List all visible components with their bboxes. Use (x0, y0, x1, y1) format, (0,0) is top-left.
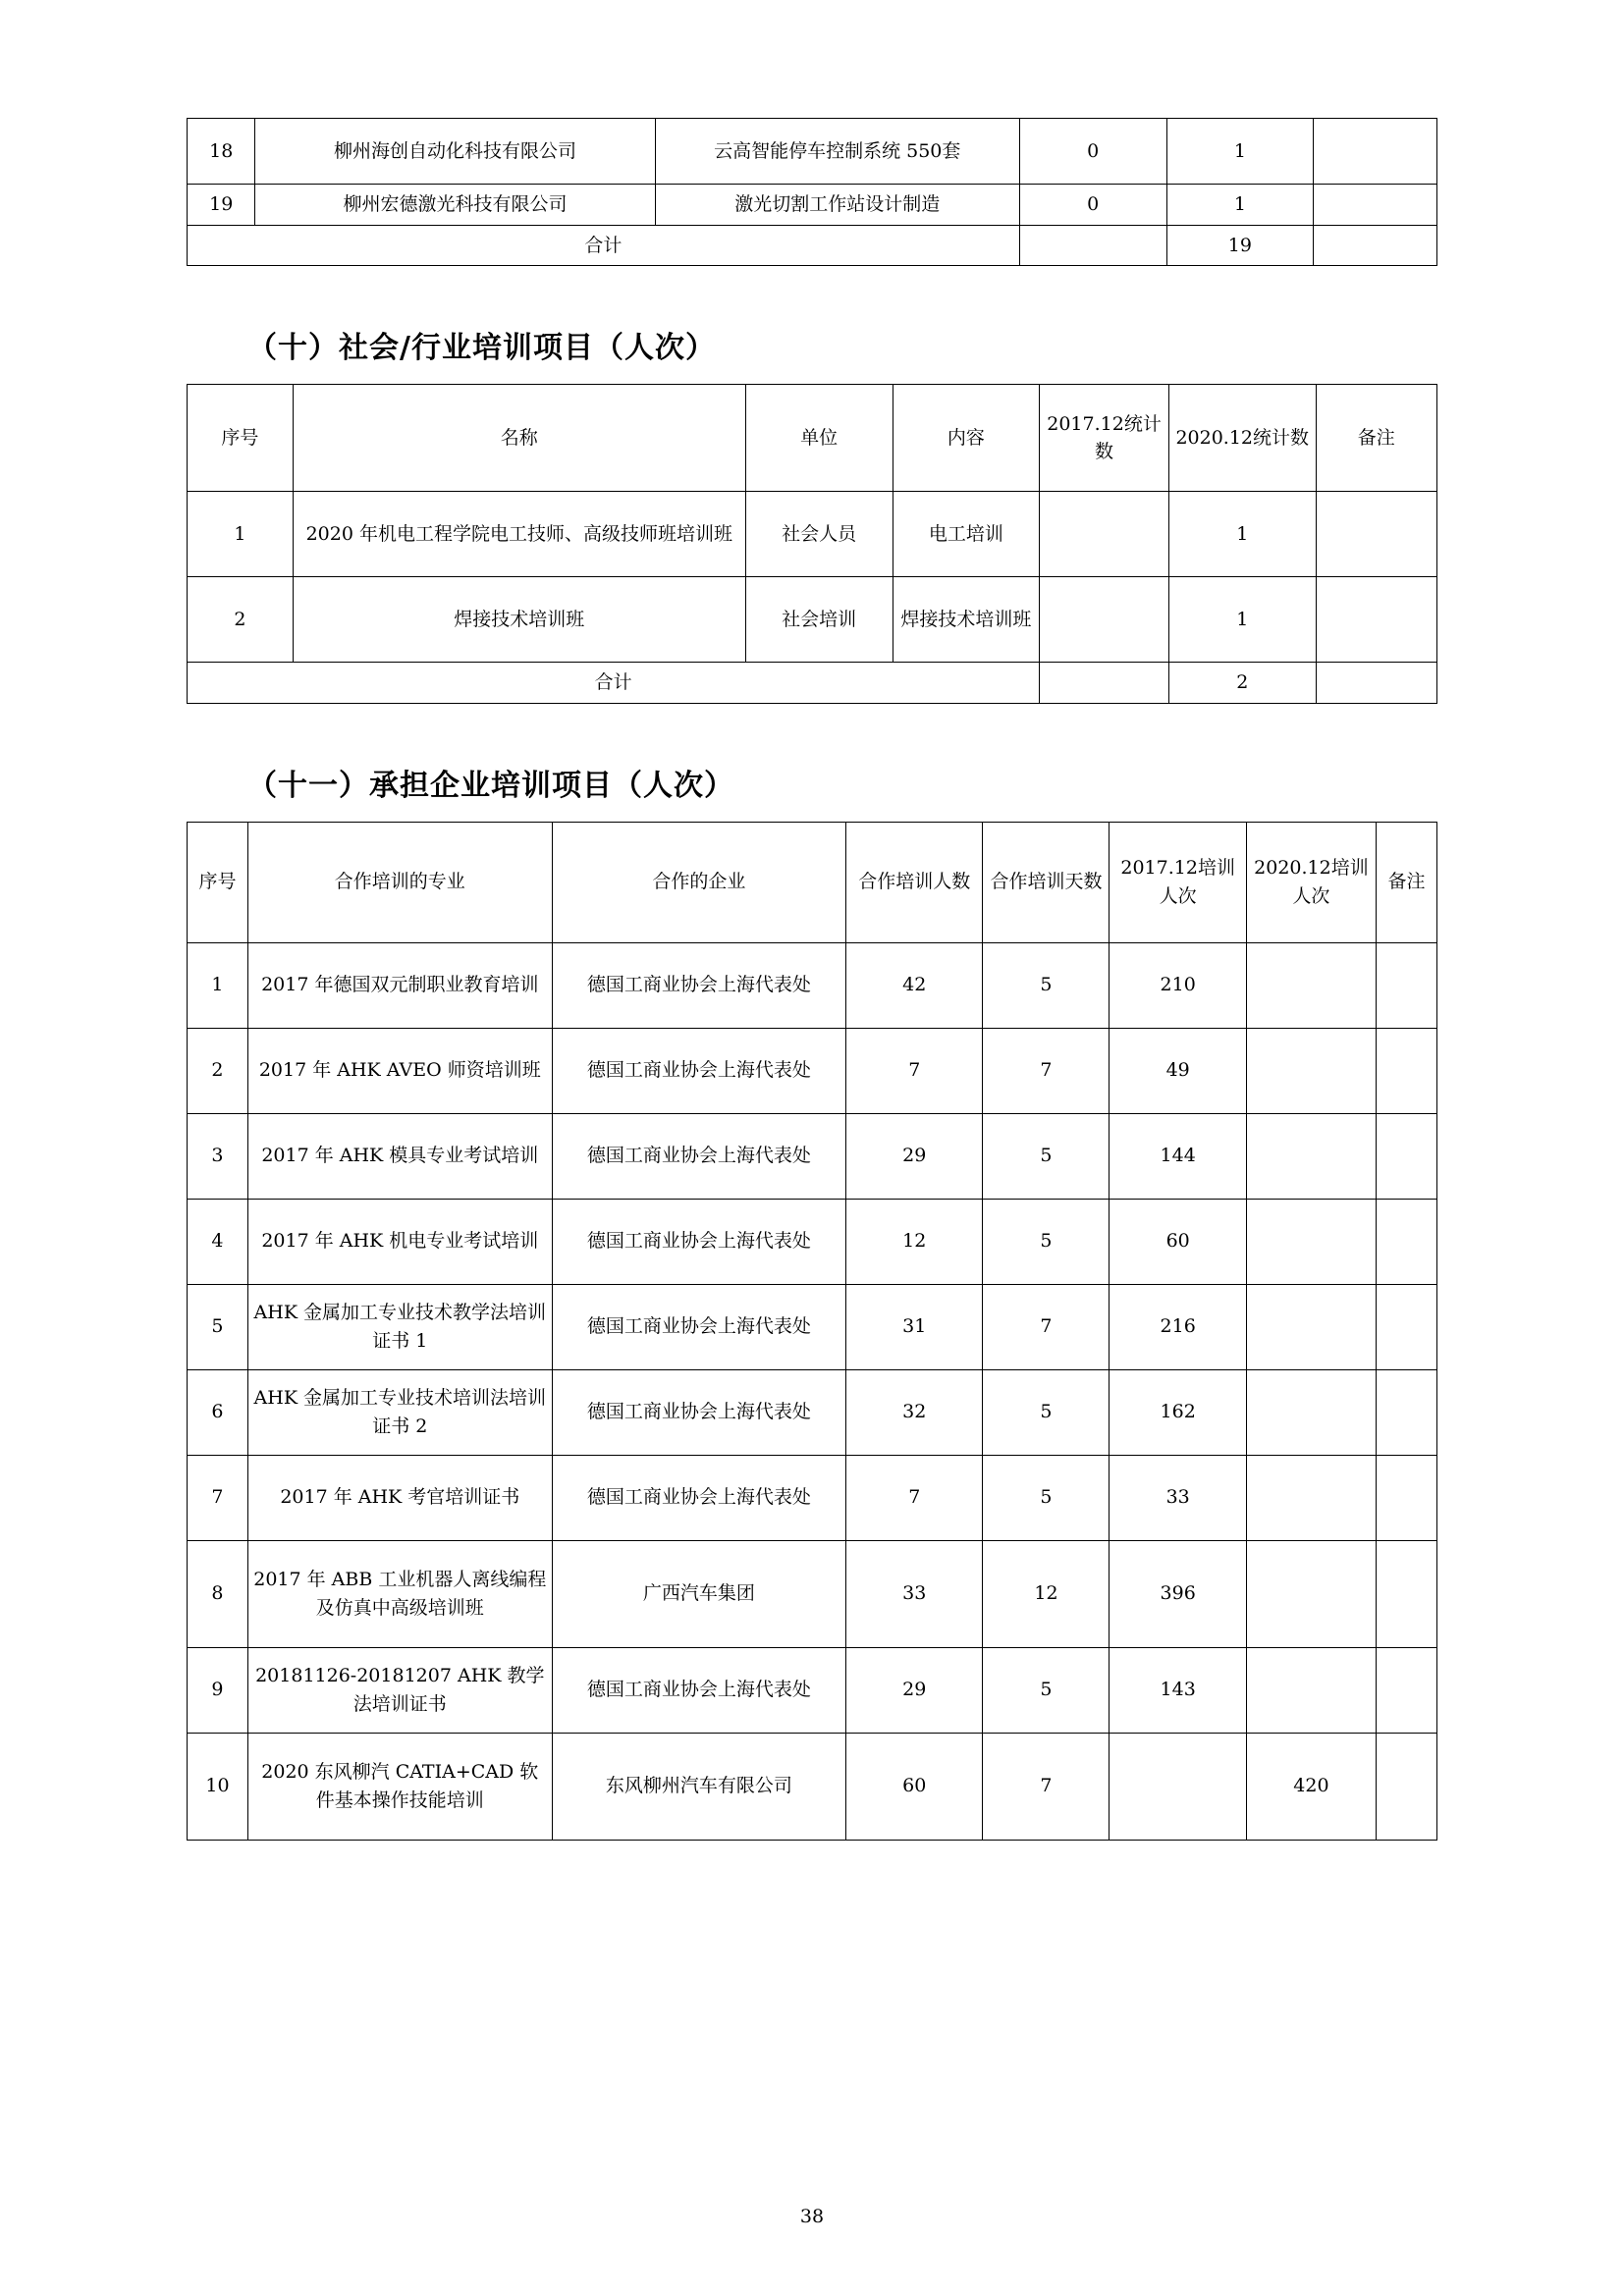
cell-remark (1314, 185, 1437, 226)
cell-content: 焊接技术培训班 (893, 577, 1040, 663)
table-total-row (188, 663, 1437, 704)
cell-seq: 1 (188, 492, 294, 577)
cell-company: 德国工商业协会上海代表处 (552, 942, 845, 1028)
cell-2017: 49 (1110, 1028, 1246, 1113)
cell-company: 东风柳州汽车有限公司 (552, 1733, 845, 1840)
cell-name: 柳州海创自动化科技有限公司 (255, 119, 655, 185)
cell-seq: 2 (188, 577, 294, 663)
header-people: 合作培训人数 (846, 822, 983, 942)
page-number: 38 (799, 2206, 825, 2227)
header-2020: 2020.12培训人次 (1246, 822, 1376, 942)
cell-2020 (1246, 1199, 1376, 1284)
header-unit: 单位 (745, 385, 893, 492)
cell-seq: 4 (188, 1199, 248, 1284)
cell-content: 云高智能停车控制系统 550套 (655, 119, 1019, 185)
cell-total-2020: 2 (1168, 663, 1316, 704)
cell-days: 12 (983, 1540, 1110, 1647)
cell-remark (1377, 1540, 1437, 1647)
cell-company: 德国工商业协会上海代表处 (552, 1455, 845, 1540)
cell-people: 7 (846, 1455, 983, 1540)
section-title-enterprise-training: （十一）承担企业培训项目（人次） (247, 768, 734, 803)
cell-total-label: 合计 (188, 225, 1020, 266)
cell-remark (1377, 1113, 1437, 1199)
cell-days: 7 (983, 1284, 1110, 1369)
table-header-row (188, 822, 1437, 942)
cell-major: 2017 年德国双元制职业教育培训 (247, 942, 552, 1028)
table-row (188, 577, 1437, 663)
cell-remark (1377, 1455, 1437, 1540)
cell-2020 (1246, 942, 1376, 1028)
cell-major: 2017 年 AHK 考官培训证书 (247, 1455, 552, 1540)
table-row (188, 1540, 1437, 1647)
header-remark: 备注 (1377, 822, 1437, 942)
cell-remark (1377, 1199, 1437, 1284)
table-total-row (188, 225, 1437, 266)
cell-days: 5 (983, 1113, 1110, 1199)
cell-days: 5 (983, 1199, 1110, 1284)
cell-seq: 3 (188, 1113, 248, 1199)
header-name: 名称 (293, 385, 745, 492)
header-company: 合作的企业 (552, 822, 845, 942)
cell-seq: 6 (188, 1369, 248, 1455)
cell-people: 29 (846, 1113, 983, 1199)
cell-company: 德国工商业协会上海代表处 (552, 1284, 845, 1369)
cell-company: 德国工商业协会上海代表处 (552, 1369, 845, 1455)
cell-total-2017 (1019, 225, 1166, 266)
cell-people: 32 (846, 1369, 983, 1455)
cell-total-remark (1316, 663, 1436, 704)
section-title-social-training: （十）社会/行业培训项目（人次） (247, 331, 716, 365)
cell-company: 广西汽车集团 (552, 1540, 845, 1647)
header-stat-2017: 2017.12统计数 (1040, 385, 1169, 492)
cell-2017: 0 (1019, 119, 1166, 185)
cell-people: 60 (846, 1733, 983, 1840)
table-row (188, 1199, 1437, 1284)
cell-major: AHK 金属加工专业技术教学法培训证书 1 (247, 1284, 552, 1369)
cell-seq: 5 (188, 1284, 248, 1369)
cell-stat-2017 (1040, 577, 1169, 663)
cell-remark (1316, 577, 1436, 663)
cell-company: 德国工商业协会上海代表处 (552, 1028, 845, 1113)
cell-remark (1314, 119, 1437, 185)
table-row (188, 942, 1437, 1028)
cell-seq: 7 (188, 1455, 248, 1540)
cell-2017: 210 (1110, 942, 1246, 1028)
cell-total-label: 合计 (188, 663, 1040, 704)
header-seq: 序号 (188, 385, 294, 492)
cell-seq: 10 (188, 1733, 248, 1840)
cell-remark (1316, 492, 1436, 577)
cell-seq: 9 (188, 1647, 248, 1733)
cell-2020 (1246, 1113, 1376, 1199)
cell-remark (1377, 1369, 1437, 1455)
cell-days: 7 (983, 1733, 1110, 1840)
cell-company: 德国工商业协会上海代表处 (552, 1113, 845, 1199)
cell-total-remark (1314, 225, 1437, 266)
table-header-row (188, 385, 1437, 492)
cell-2017: 0 (1019, 185, 1166, 226)
cell-2020 (1246, 1455, 1376, 1540)
cell-people: 29 (846, 1647, 983, 1733)
cell-people: 12 (846, 1199, 983, 1284)
cell-days: 5 (983, 1455, 1110, 1540)
cell-major: 20181126-20181207 AHK 教学法培训证书 (247, 1647, 552, 1733)
cell-2020 (1246, 1540, 1376, 1647)
cell-remark (1377, 1647, 1437, 1733)
cell-seq: 19 (188, 185, 255, 226)
cell-company: 德国工商业协会上海代表处 (552, 1647, 845, 1733)
header-2017: 2017.12培训人次 (1110, 822, 1246, 942)
header-major: 合作培训的专业 (247, 822, 552, 942)
header-stat-2020: 2020.12统计数 (1168, 385, 1316, 492)
cell-content: 电工培训 (893, 492, 1040, 577)
cell-days: 7 (983, 1028, 1110, 1113)
cell-2020 (1246, 1647, 1376, 1733)
cell-name: 焊接技术培训班 (293, 577, 745, 663)
cell-remark (1377, 1028, 1437, 1113)
table-row (188, 1733, 1437, 1840)
table-enterprise-projects-continued (187, 118, 1437, 266)
header-seq: 序号 (188, 822, 248, 942)
cell-name: 柳州宏德激光科技有限公司 (255, 185, 655, 226)
cell-people: 7 (846, 1028, 983, 1113)
table-row (188, 492, 1437, 577)
cell-2020: 420 (1246, 1733, 1376, 1840)
cell-company: 德国工商业协会上海代表处 (552, 1199, 845, 1284)
cell-major: AHK 金属加工专业技术培训法培训证书 2 (247, 1369, 552, 1455)
cell-remark (1377, 942, 1437, 1028)
cell-remark (1377, 1733, 1437, 1840)
header-content: 内容 (893, 385, 1040, 492)
cell-major: 2020 东风柳汽 CATIA+CAD 软件基本操作技能培训 (247, 1733, 552, 1840)
table-row (188, 1028, 1437, 1113)
cell-2017: 396 (1110, 1540, 1246, 1647)
cell-seq: 1 (188, 942, 248, 1028)
cell-unit: 社会人员 (745, 492, 893, 577)
cell-stat-2020: 1 (1168, 577, 1316, 663)
cell-stat-2017 (1040, 492, 1169, 577)
cell-people: 33 (846, 1540, 983, 1647)
cell-major: 2017 年 AHK 机电专业考试培训 (247, 1199, 552, 1284)
cell-major: 2017 年 AHK 模具专业考试培训 (247, 1113, 552, 1199)
cell-content: 激光切割工作站设计制造 (655, 185, 1019, 226)
cell-major: 2017 年 ABB 工业机器人离线编程及仿真中高级培训班 (247, 1540, 552, 1647)
cell-2017: 144 (1110, 1113, 1246, 1199)
table-row (188, 185, 1437, 226)
table-social-training (187, 384, 1437, 704)
cell-seq: 8 (188, 1540, 248, 1647)
table-row (188, 1284, 1437, 1369)
table-row (188, 1113, 1437, 1199)
cell-2017 (1110, 1733, 1246, 1840)
cell-2017: 33 (1110, 1455, 1246, 1540)
cell-total-2017 (1040, 663, 1169, 704)
cell-2017: 143 (1110, 1647, 1246, 1733)
cell-remark (1377, 1284, 1437, 1369)
cell-days: 5 (983, 942, 1110, 1028)
table-row (188, 1455, 1437, 1540)
cell-2020: 1 (1166, 119, 1314, 185)
cell-days: 5 (983, 1647, 1110, 1733)
cell-2017: 162 (1110, 1369, 1246, 1455)
cell-2020 (1246, 1369, 1376, 1455)
cell-name: 2020 年机电工程学院电工技师、高级技师班培训班 (293, 492, 745, 577)
cell-2017: 216 (1110, 1284, 1246, 1369)
cell-major: 2017 年 AHK AVEO 师资培训班 (247, 1028, 552, 1113)
cell-2020 (1246, 1028, 1376, 1113)
cell-people: 42 (846, 942, 983, 1028)
cell-seq: 2 (188, 1028, 248, 1113)
cell-seq: 18 (188, 119, 255, 185)
cell-2020: 1 (1166, 185, 1314, 226)
table-row (188, 1647, 1437, 1733)
header-remark: 备注 (1316, 385, 1436, 492)
cell-unit: 社会培训 (745, 577, 893, 663)
cell-2017: 60 (1110, 1199, 1246, 1284)
cell-2020 (1246, 1284, 1376, 1369)
table-row (188, 119, 1437, 185)
cell-stat-2020: 1 (1168, 492, 1316, 577)
table-row (188, 1369, 1437, 1455)
cell-days: 5 (983, 1369, 1110, 1455)
header-days: 合作培训天数 (983, 822, 1110, 942)
cell-total-2020: 19 (1166, 225, 1314, 266)
cell-people: 31 (846, 1284, 983, 1369)
table-enterprise-training (187, 822, 1437, 1841)
